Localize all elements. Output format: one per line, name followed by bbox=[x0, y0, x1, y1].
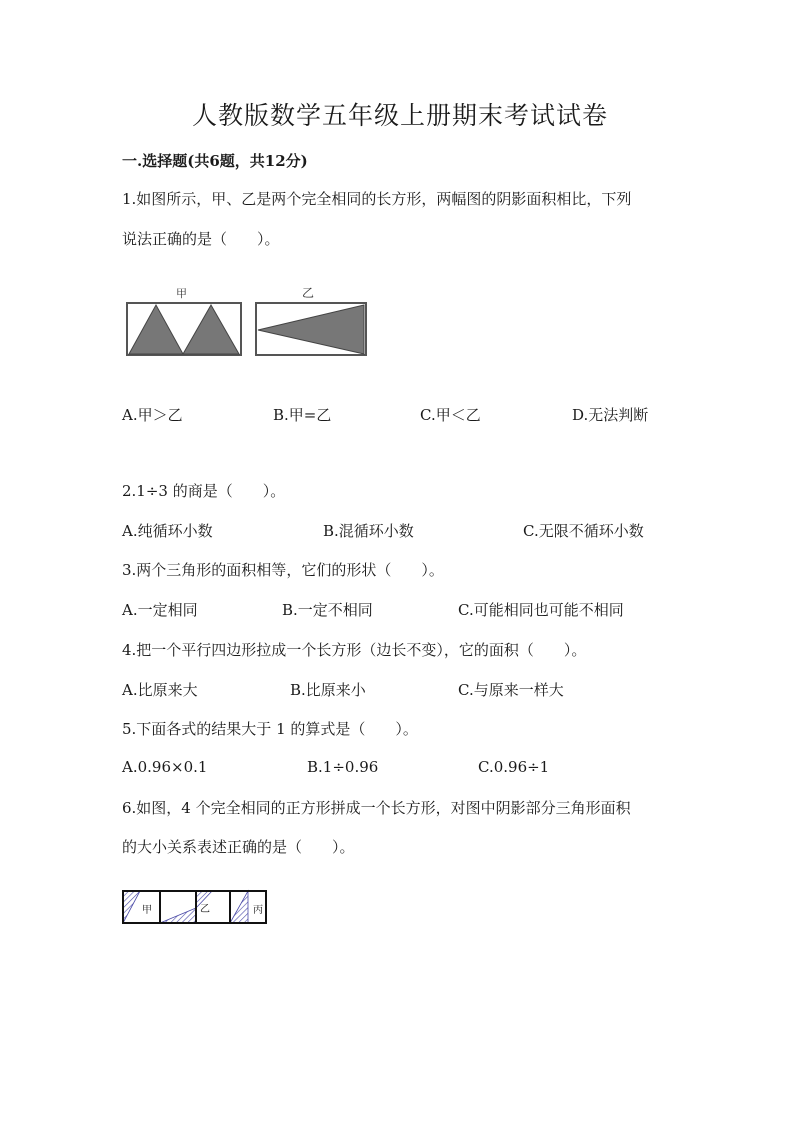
question-6-text-line1: 6.如图，4 个完全相同的正方形拼成一个长方形，对图中阴影部分三角形面积 bbox=[122, 799, 631, 817]
question-5-option-a: A.0.96×0.1 bbox=[122, 758, 208, 776]
question-4-text: 4.把一个平行四边形拉成一个长方形（边长不变），它的面积（ ）。 bbox=[122, 641, 587, 659]
question-4-option-b: B.比原来小 bbox=[290, 681, 366, 699]
question-1-figure bbox=[120, 280, 380, 370]
question-2-option-c: C.无限不循环小数 bbox=[523, 522, 644, 540]
shaded-triangle-yi bbox=[160, 908, 196, 923]
question-2-option-b: B.混循环小数 bbox=[323, 522, 414, 540]
figure-label-yi: 乙 bbox=[200, 904, 210, 915]
question-1-option-c: C.甲＜乙 bbox=[420, 406, 481, 424]
question-3-option-b: B.一定不相同 bbox=[282, 601, 373, 619]
question-2-option-a: A.纯循环小数 bbox=[122, 522, 213, 540]
shaded-triangle-jia-1 bbox=[129, 305, 183, 354]
question-1-text-line2: 说法正确的是（ ）。 bbox=[122, 230, 280, 248]
question-5-text: 5.下面各式的结果大于 1 的算式是（ ）。 bbox=[122, 720, 418, 738]
shaded-triangle-jia bbox=[123, 891, 140, 923]
question-3-option-c: C.可能相同也可能不相同 bbox=[458, 601, 624, 619]
question-5-option-b: B.1÷0.96 bbox=[307, 758, 379, 776]
figure-label-jia: 甲 bbox=[142, 905, 152, 916]
question-1-option-d: D.无法判断 bbox=[572, 406, 649, 424]
question-2-text: 2.1÷3 的商是（ ）。 bbox=[122, 482, 286, 500]
question-3-option-a: A.一定相同 bbox=[122, 601, 198, 619]
question-1-option-a: A.甲＞乙 bbox=[122, 406, 183, 424]
question-6-text-line2: 的大小关系表述正确的是（ ）。 bbox=[122, 838, 355, 856]
page-title: 人教版数学五年级上册期末考试试卷 bbox=[191, 101, 608, 130]
figure-label-yi: 乙 bbox=[302, 286, 315, 300]
question-1-option-b: B.甲=乙 bbox=[273, 406, 332, 424]
question-4-option-c: C.与原来一样大 bbox=[458, 681, 564, 699]
shaded-triangle-jia-2 bbox=[183, 305, 239, 354]
shaded-triangle-bing bbox=[230, 891, 248, 923]
figure-label-bing: 丙 bbox=[253, 905, 263, 916]
question-4-option-a: A.比原来大 bbox=[122, 681, 198, 699]
section-heading: 一.选择题(共6题，共12分) bbox=[122, 152, 308, 170]
question-5-option-c: C.0.96÷1 bbox=[478, 758, 550, 776]
shaded-triangle-yi bbox=[258, 305, 364, 354]
question-1-text-line1: 1.如图所示，甲、乙是两个完全相同的长方形，两幅图的阴影面积相比，下列 bbox=[122, 190, 632, 208]
figure-label-jia: 甲 bbox=[176, 287, 187, 300]
question-3-text: 3.两个三角形的面积相等，它们的形状（ ）。 bbox=[122, 561, 444, 579]
question-6-figure bbox=[120, 888, 270, 928]
